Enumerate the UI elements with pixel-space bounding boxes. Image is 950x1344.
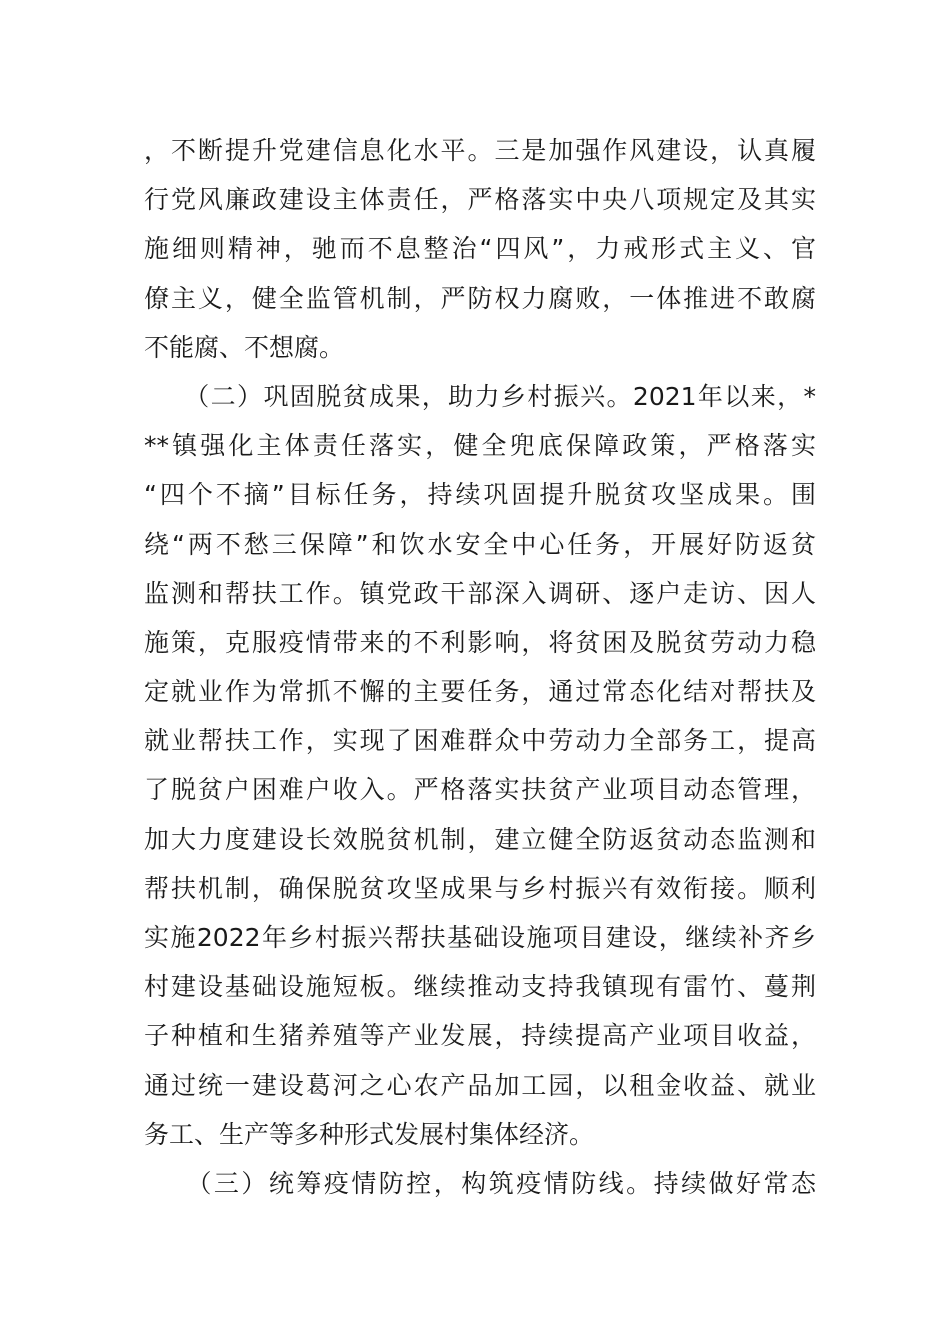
- text-line: “四个不摘”目标任务，持续巩固提升脱贫攻坚成果。围: [144, 480, 816, 510]
- text-line: 子种植和生猪养殖等产业发展，持续提高产业项目收益，: [144, 1021, 816, 1051]
- text-line: 定就业作为常抓不懈的主要任务，通过常态化结对帮扶及: [144, 677, 816, 707]
- text-line: 施策，克服疫情带来的不利影响，将贫困及脱贫劳动力稳: [144, 627, 816, 657]
- paragraph-heading-line: （三）统筹疫情防控，构筑疫情防线。持续做好常态: [144, 1168, 816, 1198]
- text-line: 通过统一建设葛河之心农产品加工园，以租金收益、就业: [144, 1070, 816, 1100]
- text-line: ，不断提升党建信息化水平。三是加强作风建设，认真履: [144, 136, 816, 165]
- text-line: 监测和帮扶工作。镇党政干部深入调研、逐户走访、因人: [144, 578, 816, 608]
- text-line: 了脱贫户困难户收入。严格落实扶贫产业项目动态管理，: [144, 775, 816, 805]
- text-line: 加大力度建设长效脱贫机制，建立健全防返贫动态监测和: [144, 824, 816, 854]
- text-line: 绕“两不愁三保障”和饮水安全中心任务，开展好防返贫: [144, 529, 816, 559]
- body-text: [144, 126, 816, 1208]
- text-line: 不能腐、不想腐。: [144, 332, 345, 362]
- text-line: 实施2022年乡村振兴帮扶基础设施项目建设，继续补齐乡: [144, 923, 816, 952]
- paragraph-heading-line: （二）巩固脱贫成果，助力乡村振兴。2021年以来，*: [144, 381, 816, 411]
- text-line: 村建设基础设施短板。继续推动支持我镇现有雷竹、蔓荆: [144, 972, 816, 1002]
- text-line: 行党风廉政建设主体责任，严格落实中央八项规定及其实: [144, 185, 816, 215]
- text-line: 帮扶机制，确保脱贫攻坚成果与乡村振兴有效衔接。顺利: [144, 873, 816, 903]
- text-line: **镇强化主体责任落实，健全兜底保障政策，严格落实: [144, 431, 816, 461]
- text-line: 僚主义，健全监管机制，严防权力腐败，一体推进不敢腐: [144, 283, 816, 313]
- text-line: 务工、生产等多种形式发展村集体经济。: [144, 1119, 595, 1149]
- text-line: 就业帮扶工作，实现了困难群众中劳动力全部务工，提高: [144, 726, 816, 756]
- text-line: 施细则精神，驰而不息整治“四风”，力戒形式主义、官: [144, 234, 816, 264]
